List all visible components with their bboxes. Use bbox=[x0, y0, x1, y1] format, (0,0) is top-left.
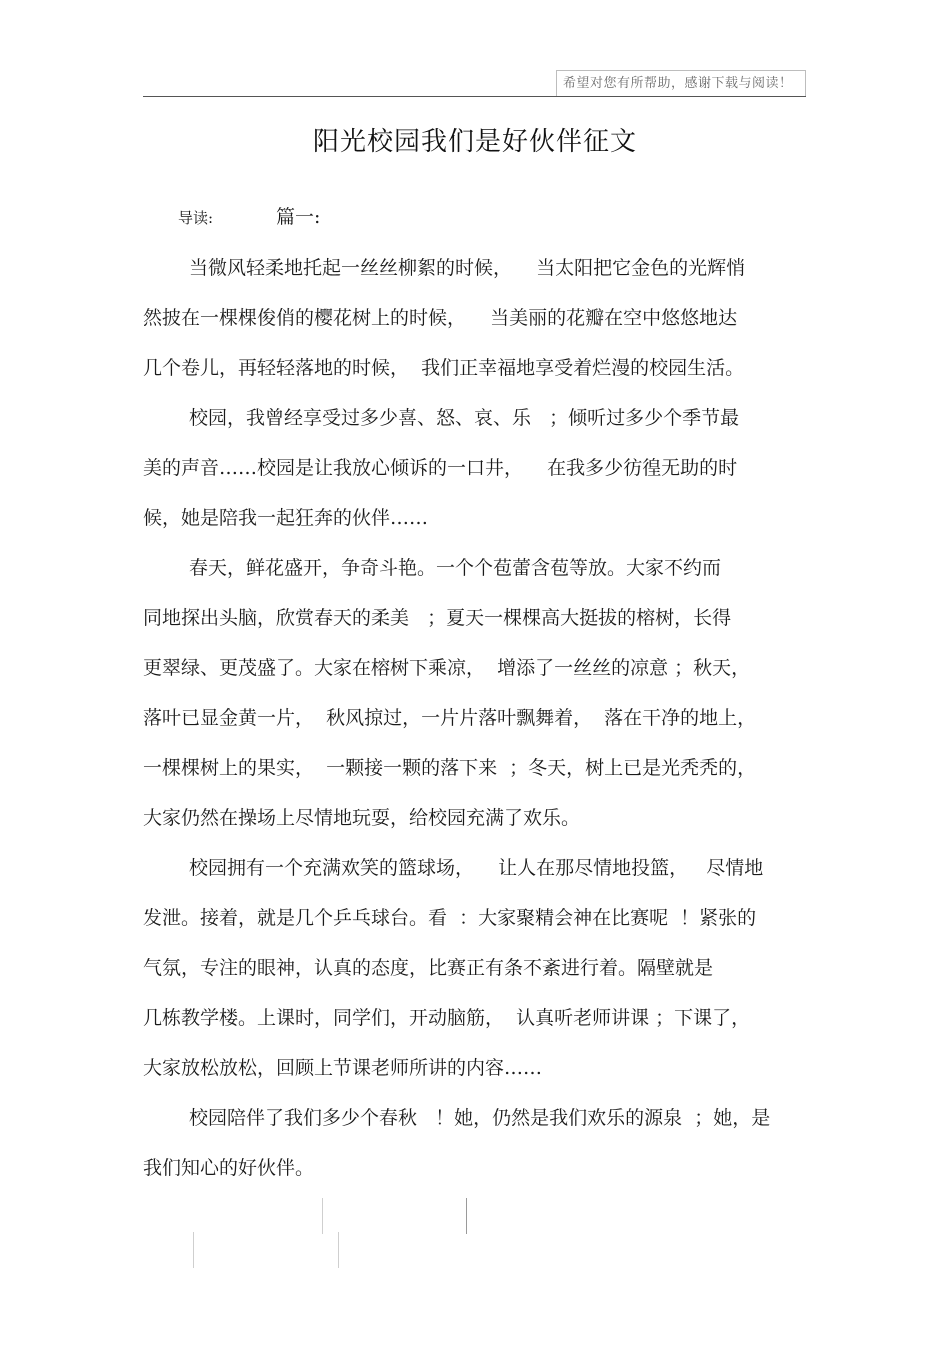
artifact-line bbox=[338, 1232, 339, 1268]
text-line: 大家仍然在操场上尽情地玩耍，给校园充满了欢乐。 bbox=[143, 807, 581, 829]
paragraph bbox=[143, 1093, 813, 1193]
intro-label: 导读: bbox=[178, 209, 214, 227]
text-line: 春天，鲜花盛开，争奇斗艳。一个个苞蕾含苞等放。大家不约而 bbox=[189, 557, 722, 579]
text-line: 校园陪伴了我们多少个春秋 ！她，仍然是我们欢乐的源泉 ；她，是 bbox=[189, 1107, 771, 1129]
text-line: 我们知心的好伙伴。 bbox=[143, 1157, 315, 1179]
intro-section-label: 篇一: bbox=[276, 206, 321, 228]
text-line: 几个卷儿，再轻轻落地的时候， 我们正幸福地享受着烂漫的校园生活。 bbox=[143, 357, 745, 379]
document-title: 阳光校园我们是好伙伴征文 bbox=[312, 127, 637, 157]
artifact-line bbox=[322, 1198, 323, 1234]
text-line: 几栋教学楼。上课时，同学们，开动脑筋， 认真听老师讲课 ；下课了， bbox=[143, 1007, 751, 1029]
text-line: 校园，我曾经享受过多少喜、怒、哀、乐 ；倾听过多少个季节最 bbox=[189, 407, 740, 429]
header-note: 希望对您有所帮助，感谢下载与阅读！ bbox=[556, 70, 806, 96]
paragraph bbox=[143, 543, 813, 843]
artifact-line bbox=[466, 1198, 467, 1234]
header-rule bbox=[143, 96, 806, 97]
text-line: 校园拥有一个充满欢笑的篮球场， 让人在那尽情地投篮， 尽情地 bbox=[189, 857, 764, 879]
text-line: 同地探出头脑，欣赏春天的柔美 ；夏天一棵棵高大挺拔的榕树，长得 bbox=[143, 607, 732, 629]
text-line: 气氛，专注的眼神，认真的态度，比赛正有条不紊进行着。隔壁就是 bbox=[143, 957, 714, 979]
document-body bbox=[143, 243, 813, 1193]
text-line: 一棵棵树上的果实， 一颗接一颗的落下来 ；冬天，树上已是光秃秃的， bbox=[143, 757, 757, 779]
text-line: 发泄。接着，就是几个乒乓球台。看 ：大家聚精会神在比赛呢 ！紧张的 bbox=[143, 907, 757, 929]
artifact-line bbox=[193, 1232, 194, 1268]
text-line: 大家放松放松，回顾上节课老师所讲的内容…… bbox=[143, 1057, 543, 1079]
paragraph bbox=[143, 393, 813, 543]
paragraph bbox=[143, 843, 813, 1093]
paragraph bbox=[143, 243, 813, 393]
text-line: 更翠绿、更茂盛了。大家在榕树下乘凉， 增添了一丝丝的凉意 ；秋天， bbox=[143, 657, 751, 679]
text-line: 候，她是陪我一起狂奔的伙伴…… bbox=[143, 507, 429, 529]
text-line: 然披在一棵棵俊俏的樱花树上的时候， 当美丽的花瓣在空中悠悠地达 bbox=[143, 307, 738, 329]
text-line: 美的声音……校园是让我放心倾诉的一口井， 在我多少彷徨无助的时 bbox=[143, 457, 738, 479]
text-line: 当微风轻柔地托起一丝丝柳絮的时候， 当太阳把它金色的光辉悄 bbox=[189, 257, 746, 279]
text-line: 落叶已显金黄一片， 秋风掠过，一片片落叶飘舞着， 落在干净的地上， bbox=[143, 707, 757, 729]
